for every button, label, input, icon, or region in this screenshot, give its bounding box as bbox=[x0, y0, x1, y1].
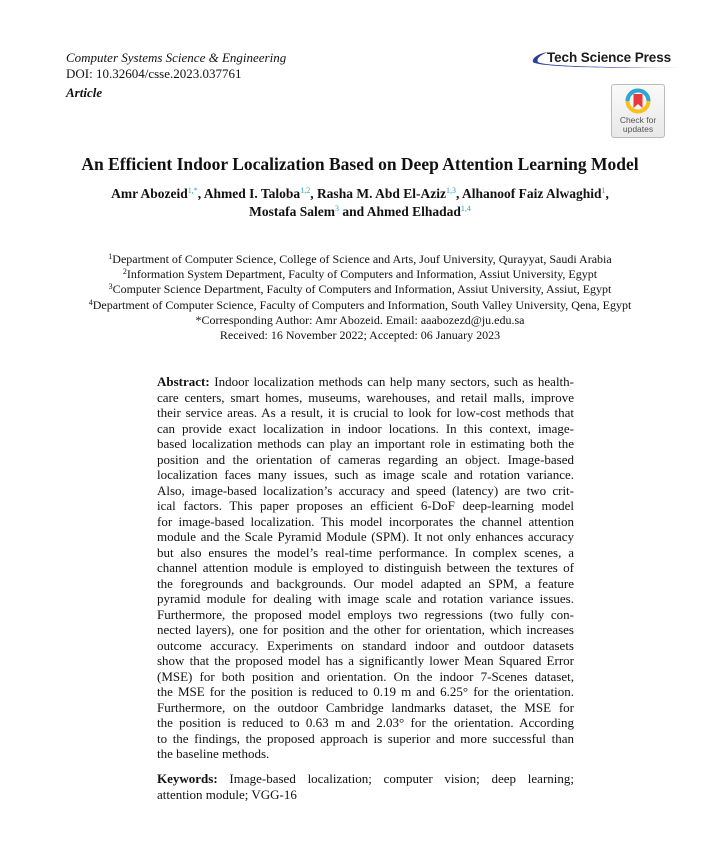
check-updates-line2: updates bbox=[622, 124, 654, 134]
abstract-line: (MSE) for both position and orientation. On the indoor 7-Scenes dataset, bbox=[157, 668, 574, 684]
abstract-line: Furthermore, on the outdoor Cambridge landmarks dataset, the MSE for bbox=[157, 699, 574, 715]
abstract-line: Also, image-based localization’s accuracy and speed (latency) are two crit- bbox=[157, 482, 574, 498]
author-name: Ahmed I. Taloba bbox=[203, 186, 301, 201]
abstract-line: to the findings, the proposed approach is superior and more successful than bbox=[157, 730, 574, 746]
keywords bbox=[157, 771, 574, 802]
affiliation-number: 2 bbox=[122, 267, 127, 277]
abstract-line: show that the proposed model has a significantly lower Mean Squared Error bbox=[157, 653, 574, 668]
check-for-updates-button[interactable] bbox=[611, 84, 665, 138]
affiliation-text: Department of Computer Science, Faculty of Computers and Information, South Valley University, Qena, Egypt bbox=[92, 297, 632, 312]
abstract-line: outcome accuracy. Experiments on standard indoor and outdoor datasets bbox=[157, 637, 574, 653]
abstract-line: but also ensures the model’s real-time performance. In complex scenes, a bbox=[157, 544, 574, 560]
abstract-line bbox=[157, 374, 574, 390]
affiliation-number: 4 bbox=[88, 297, 93, 307]
abstract-line: position and the orientation of cameras regarding an object. Image-based bbox=[157, 451, 574, 467]
author-name: Ahmed Elhadad bbox=[366, 204, 461, 219]
abstract-line: Furthermore, the proposed model employs two regressions (two fully con- bbox=[157, 606, 574, 622]
abstract-line: can provide exact localization in indoor locations. In this context, image- bbox=[157, 420, 574, 436]
author-name: Mostafa Salem bbox=[249, 204, 335, 219]
keywords-label: Keywords: bbox=[157, 771, 218, 786]
received-accepted-dates: Received: 16 November 2022; Accepted: 06 January 2023 bbox=[219, 328, 501, 343]
author-separator: and bbox=[338, 204, 367, 219]
abstract-line: the baseline methods. bbox=[157, 746, 270, 761]
affiliation-text: Department of Computer Science, College of Science and Arts, Jouf University, Qurayyat, Saudi Arabia bbox=[112, 252, 612, 266]
abstract-line: pyramid module for dealing with image scale and rotation variance issues. bbox=[157, 591, 574, 606]
affiliation bbox=[40, 282, 680, 297]
author-name: Alhanoof Faiz Alwaghid bbox=[461, 186, 602, 201]
author-name: Rasha M. Abd El-Aziz bbox=[316, 186, 446, 201]
affiliation-number: 3 bbox=[108, 282, 113, 292]
author-name: Amr Abozeid bbox=[111, 186, 188, 201]
doi[interactable]: DOI: 10.32604/csse.2023.037761 bbox=[66, 66, 242, 81]
abstract-line: localization faces many issues, such as image scale and rotation variance. bbox=[157, 467, 574, 482]
author-affiliation-marker[interactable]: 1,* bbox=[187, 186, 198, 195]
paper-title: An Efficient Indoor Localization Based on Deep Attention Learning Model bbox=[81, 154, 639, 174]
abstract-line: based localization methods can play an important role in estimating both the bbox=[157, 436, 574, 451]
journal-name: Computer Systems Science & Engineering bbox=[66, 50, 287, 65]
abstract-line: channel attention module is employed to distinguish between the textures of bbox=[157, 560, 574, 575]
author-affiliation-marker[interactable]: 1,2 bbox=[300, 186, 311, 195]
affiliation-number: 1 bbox=[108, 252, 113, 261]
publisher-name: Tech Science Press bbox=[547, 50, 672, 65]
abstract-line: the position is reduced to 0.63 m and 2.03° for the orientation. According bbox=[157, 715, 574, 730]
affiliations bbox=[40, 252, 680, 343]
author-affiliation-marker[interactable]: 3 bbox=[334, 204, 339, 213]
affiliation-text: Information System Department, Faculty of Computers and Information, Assiut University, Egypt bbox=[126, 267, 598, 282]
abstract-line: nected layers), one for position and the other for orientation, which increases bbox=[157, 622, 574, 637]
abstract-line: the MSE for the position is reduced to 0.19 m and 6.25° for the orientation. bbox=[157, 684, 574, 699]
abstract-line: ical factors. This paper proposes an efficient 6-DoF deep-learning model bbox=[157, 498, 574, 513]
abstract-label: Abstract: bbox=[157, 374, 210, 389]
abstract-line: for image-based localization. This model incorporates the channel attention bbox=[157, 513, 574, 529]
abstract-text: Indoor localization methods can help many sectors, such as health- bbox=[214, 374, 574, 389]
abstract-line: care centers, smart homes, museums, warehouses, and retail malls, improve bbox=[157, 389, 574, 405]
corresponding-author: *Corresponding Author: Amr Abozeid. Email: aaabozezd@ju.edu.sa bbox=[195, 312, 525, 327]
affiliation bbox=[40, 252, 680, 267]
bookmark-ring-icon bbox=[625, 88, 651, 114]
affiliation bbox=[40, 267, 680, 282]
abstract-line: module and the Scale Pyramid Module (SPM). It not only enhances accuracy bbox=[157, 529, 574, 544]
author-list bbox=[60, 185, 660, 221]
publisher-logo bbox=[530, 49, 690, 71]
keywords-line: attention module; VGG-16 bbox=[157, 786, 297, 802]
article-type: Article bbox=[66, 85, 103, 100]
check-updates-line1: Check for bbox=[619, 115, 657, 125]
author-affiliation-marker[interactable]: 1 bbox=[601, 186, 606, 195]
abstract bbox=[157, 374, 574, 762]
abstract-line: the foregrounds and backgrounds. Our model adapted an SPM, a feature bbox=[157, 575, 574, 591]
affiliation-text: Computer Science Department, Faculty of Computers and Information, Assiut University, Assiut, Egypt bbox=[112, 282, 612, 297]
keywords-line: Image-based localization; computer vision; deep learning; bbox=[229, 771, 574, 786]
author-separator: , bbox=[310, 186, 317, 201]
abstract-line: their service areas. As a result, it is crucial to look for low-cost methods that bbox=[157, 405, 574, 420]
author-separator: , bbox=[197, 186, 204, 201]
author-separator: , bbox=[605, 186, 609, 201]
author-affiliation-marker[interactable]: 1,3 bbox=[445, 186, 456, 195]
author-affiliation-marker[interactable]: 1,4 bbox=[460, 204, 471, 213]
affiliation bbox=[40, 298, 680, 313]
author-separator: , bbox=[455, 186, 462, 201]
